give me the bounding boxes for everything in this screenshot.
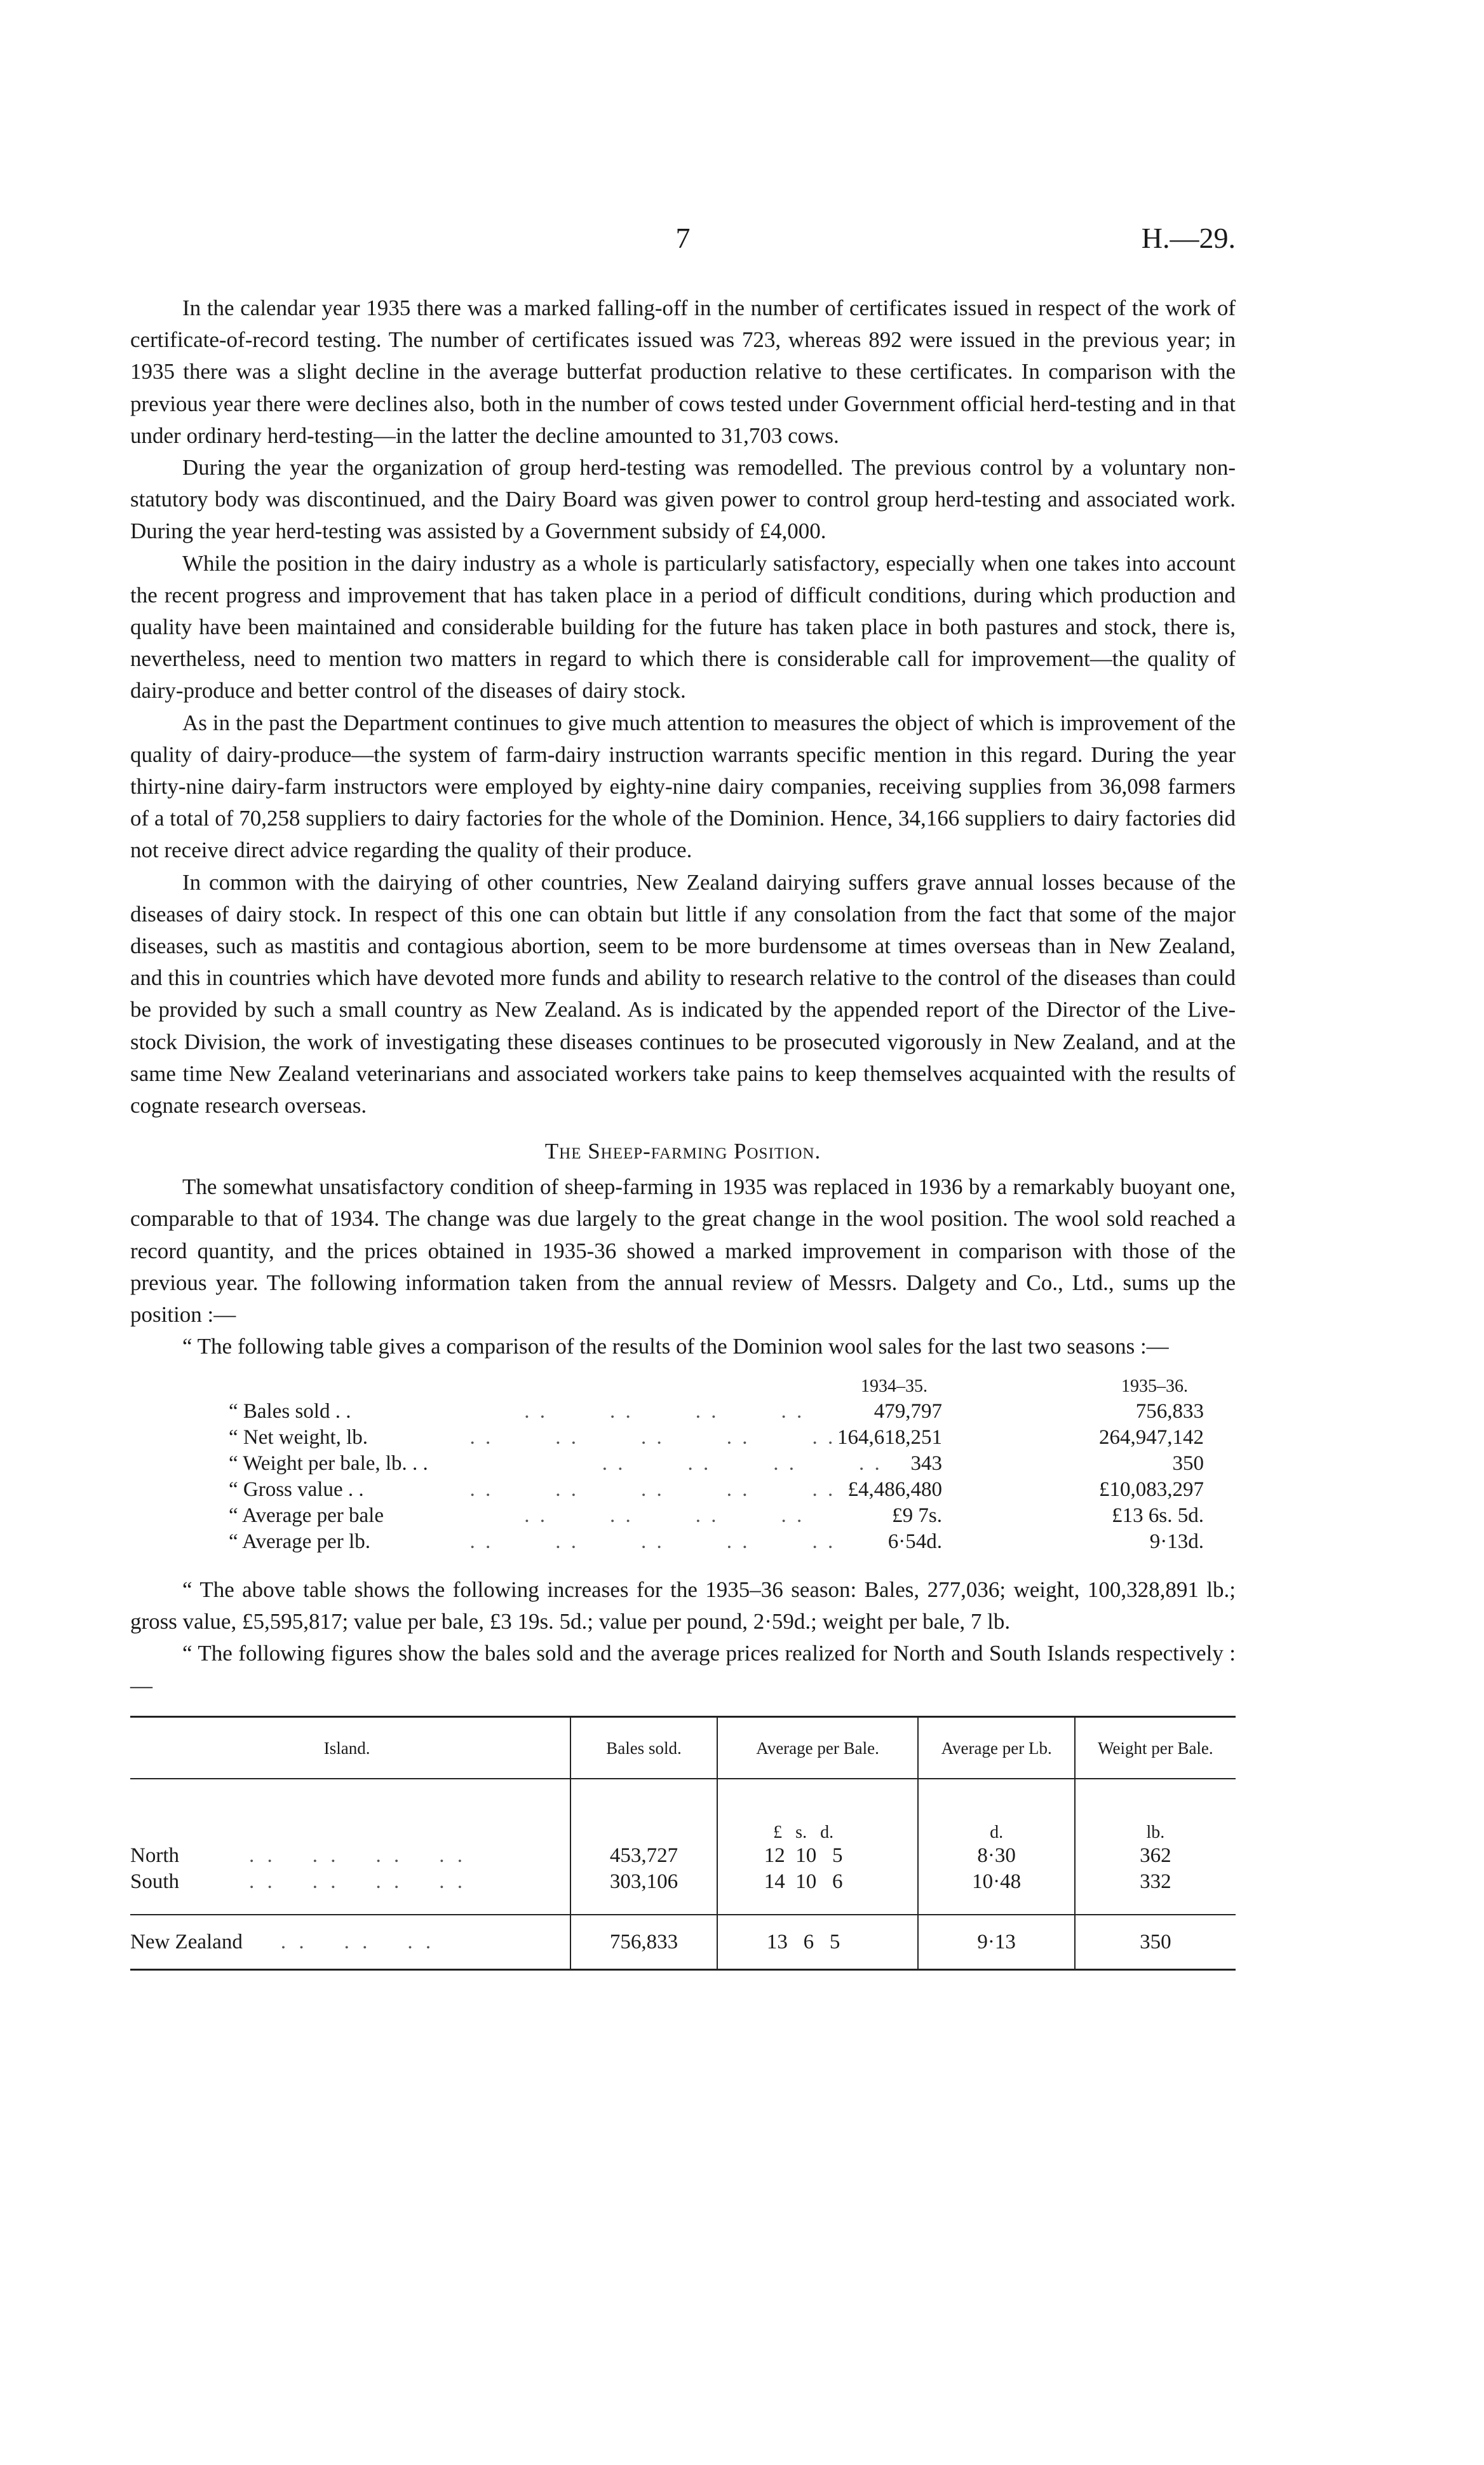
summary-text bbox=[130, 1574, 1236, 1702]
units-row bbox=[130, 1779, 1236, 1843]
document-reference: H.—29. bbox=[1141, 222, 1236, 254]
row-label: “ Average per bale bbox=[229, 1504, 384, 1527]
paragraph: “ The following figures show the bales sold and the average prices realized for North and South Islands respectively :— bbox=[130, 1641, 1236, 1698]
unit-lb: lb. bbox=[1075, 1779, 1236, 1843]
paragraph: “ The above table shows the following increases for the 1935–36 season: Bales, 277,036; weight, 100,328,891 lb.; gross value, £5,595,817; value per bale, £3 19s. 5d.; value per pound, 2·59d.; weight per bale, 7 lb. bbox=[130, 1577, 1236, 1634]
page-number: 7 bbox=[675, 222, 691, 254]
total-average-per-lb: 9·13 bbox=[918, 1915, 1074, 1970]
bales-sold-value: 303,106 bbox=[570, 1869, 717, 1895]
total-average-per-bale: 13 6 5 bbox=[766, 1930, 840, 1953]
value-1934-35: 343 bbox=[910, 1452, 942, 1475]
header-weight-per-bale: Weight per Bale. bbox=[1075, 1717, 1236, 1779]
section-title: The Sheep-farming Position. bbox=[544, 1139, 821, 1164]
paragraph: The somewhat unsatisfactory condition of sheep-farming in 1935 was replaced in 1936 by a remarkably buoyant one, comparable to that of 1934. The change was due largely to the great change in the wool position. The wool sold reached a record quantity, and the prices obtained in 1935-36 showed a marked improvement in comparison with those of the previous year. The following information taken from the annual review of Messrs. Dalgety and Co., Ltd., sums up the position :— bbox=[130, 1174, 1236, 1328]
body-text bbox=[130, 292, 1236, 1363]
leader-dots: . . . . . . . . . . bbox=[454, 1426, 836, 1449]
value-1935-36: £10,083,297 bbox=[1099, 1478, 1204, 1501]
island-name: North bbox=[130, 1844, 179, 1867]
value-1935-36: 756,833 bbox=[1135, 1400, 1204, 1423]
header-bales-sold: Bales sold. bbox=[570, 1717, 717, 1779]
row-label: “ Bales sold . . bbox=[229, 1400, 351, 1423]
value-1935-36: 264,947,142 bbox=[1099, 1426, 1204, 1449]
average-per-bale-value: 14 10 6 bbox=[764, 1870, 843, 1893]
leader-dots: . . . . . . . . . . bbox=[454, 1530, 836, 1553]
wool-row bbox=[130, 1425, 1236, 1451]
total-label: New Zealand bbox=[130, 1930, 243, 1953]
value-1935-36: 9·13d. bbox=[1149, 1530, 1204, 1553]
leader-dots: . . . . . . . . . . bbox=[454, 1478, 836, 1501]
paragraph: While the position in the dairy industry as a whole is particularly satisfactory, especially when one takes into account the recent progress and improvement that has taken place in a period of difficult conditions, during which production and quality have been maintained and considerable building for the future has taken place in both pastures and stock, there is, nevertheless, need to mention two matters in regard to which there is considerable call for improvement—the quality of dairy-produce and better control of the diseases of dairy stock. bbox=[130, 550, 1236, 703]
value-1934-35: £9 7s. bbox=[892, 1504, 942, 1527]
value-1934-35: 6·54d. bbox=[887, 1530, 942, 1553]
table-total-row bbox=[130, 1915, 1236, 1970]
leader-dots: . . . . . . . . bbox=[454, 1400, 805, 1423]
total-weight-per-bale: 350 bbox=[1075, 1915, 1236, 1970]
island-name: South bbox=[130, 1870, 180, 1893]
paragraph: During the year the organization of group herd-testing was remodelled. The previous control by a voluntary non-statutory body was discontinued, and the Dairy Board was given power to control group herd-testing and associated work. During the year herd-testing was assisted by a Government subsidy of £4,000. bbox=[130, 455, 1236, 544]
column-1934-35: 1934–35. bbox=[861, 1376, 928, 1396]
table-row bbox=[130, 1843, 1236, 1869]
wool-row bbox=[130, 1477, 1236, 1503]
paragraph: As in the past the Department continues to give much attention to measures the object of which is improvement of the quality of dairy-produce—the system of farm-dairy instruction warrants specific mention in this regard. During the year thirty-nine dairy-farm instructors were employed by eighty-nine dairy companies, receiving supplies from 36,098 farmers of a total of 70,258 suppliers to dairy factories for the whole of the Dominion. Hence, 34,166 suppliers to dairy factories did not receive direct advice regarding the quality of their produce. bbox=[130, 710, 1236, 863]
row-label: “ Weight per bale, lb. . . bbox=[229, 1452, 428, 1475]
value-1935-36: £13 6s. 5d. bbox=[1112, 1504, 1204, 1527]
column-1935-36: 1935–36. bbox=[1121, 1376, 1188, 1396]
wool-row bbox=[130, 1503, 1236, 1529]
page-header bbox=[130, 221, 1236, 259]
paragraph: In the calendar year 1935 there was a marked falling-off in the number of certificates issued in respect of the work of certificate-of-record testing. The number of certificates issued was 723, whereas 892 were issued in the previous year; in 1935 there was a slight decline in the average butterfat production relative to these certificates. In comparison with the previous year there were declines also, both in the number of cows tested under Government official herd-testing and in that under ordinary herd-testing—in the latter the decline amounted to 31,703 cows. bbox=[130, 295, 1236, 448]
leader-dots: . . . . . . . . bbox=[249, 1844, 466, 1867]
value-1935-36: 350 bbox=[1172, 1452, 1204, 1475]
header-island: Island. bbox=[130, 1717, 570, 1779]
wool-table-header bbox=[130, 1368, 1236, 1399]
average-per-bale-value: 12 10 5 bbox=[764, 1844, 843, 1867]
unit-lsd: £ s. d. bbox=[773, 1823, 834, 1842]
row-label: “ Net weight, lb. bbox=[229, 1426, 368, 1449]
average-per-lb-value: 10·48 bbox=[918, 1869, 1074, 1895]
weight-per-bale-value: 332 bbox=[1075, 1869, 1236, 1895]
bales-sold-value: 453,727 bbox=[570, 1843, 717, 1869]
leader-dots: . . . . . . . . bbox=[454, 1452, 882, 1475]
leader-dots: . . . . . . . . bbox=[249, 1870, 467, 1893]
header-average-per-lb: Average per Lb. bbox=[918, 1717, 1074, 1779]
leader-dots: . . . . . . . . bbox=[454, 1504, 805, 1527]
paragraph: “ The following table gives a comparison of the results of the Dominion wool sales for the last two seasons :— bbox=[182, 1334, 1169, 1359]
table-header-row bbox=[130, 1717, 1236, 1779]
header-average-per-bale: Average per Bale. bbox=[717, 1717, 919, 1779]
value-1934-35: 479,797 bbox=[874, 1400, 942, 1423]
table-row bbox=[130, 1869, 1236, 1895]
leader-dots: . . . . . . bbox=[280, 1930, 435, 1953]
wool-row bbox=[130, 1399, 1236, 1425]
value-1934-35: £4,486,480 bbox=[847, 1478, 942, 1501]
average-per-lb-value: 8·30 bbox=[918, 1843, 1074, 1869]
island-sales-table bbox=[130, 1716, 1236, 1971]
paragraph: In common with the dairying of other countries, New Zealand dairying suffers grave annual losses because of the diseases of dairy stock. In respect of this one can obtain but little if any consolation from the fact that some of the major diseases, such as mastitis and contagious abortion, seem to be more burdensome at times overseas than in New Zealand, and this in countries which have devoted more funds and ability to research relative to the control of the diseases than could be provided by such a small country as New Zealand. As is indicated by the appended report of the Director of the Live-stock Division, the work of investigating these diseases continues to be prosecuted vigorously in New Zealand, and at the same time New Zealand veterinarians and associated workers take pains to keep themselves acquainted with the results of cognate research overseas. bbox=[130, 869, 1236, 1118]
wool-sales-table bbox=[130, 1368, 1236, 1555]
row-label: “ Average per lb. bbox=[229, 1530, 370, 1553]
total-bales-sold: 756,833 bbox=[570, 1915, 717, 1970]
row-label: “ Gross value . . bbox=[229, 1478, 364, 1501]
wool-row bbox=[130, 1451, 1236, 1477]
weight-per-bale-value: 362 bbox=[1075, 1843, 1236, 1869]
unit-pence: d. bbox=[918, 1779, 1074, 1843]
wool-row bbox=[130, 1529, 1236, 1555]
value-1934-35: 164,618,251 bbox=[837, 1426, 942, 1449]
